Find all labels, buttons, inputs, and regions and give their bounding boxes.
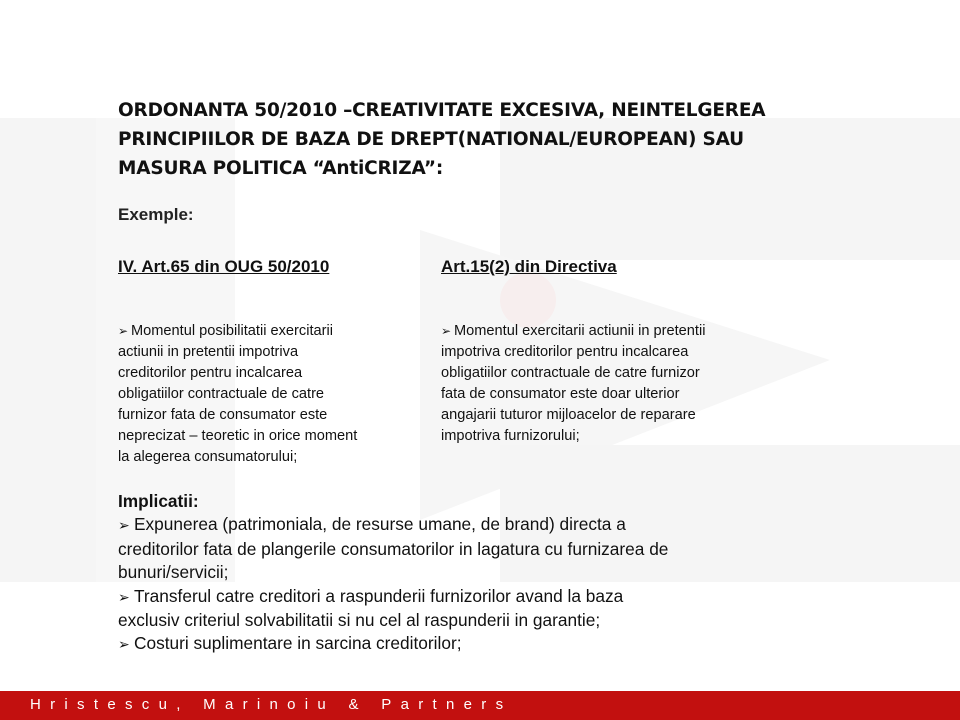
list-item-continuation: impotriva furnizorului; bbox=[441, 428, 580, 444]
column-body-oug bbox=[118, 321, 433, 468]
list-item bbox=[118, 585, 668, 609]
list-item-continuation: neprecizat – teoretic in orice moment bbox=[118, 428, 358, 444]
list-item-text: Expunerea (patrimoniala, de resurse umane, de brand) directa a bbox=[134, 514, 626, 535]
title-line: MASURA POLITICA “AntiCRIZA”: bbox=[118, 158, 444, 179]
arrow-bullet-icon: ➢ bbox=[441, 324, 452, 338]
list-item-text: Transferul catre creditori a raspunderii furnizorilor avand la baza bbox=[134, 585, 624, 606]
examples-label: Exemple: bbox=[118, 205, 194, 224]
list-item-continuation: la alegerea consumatorului; bbox=[118, 449, 298, 465]
list-item-continuation: bunuri/servicii; bbox=[118, 562, 229, 583]
column-header-directiva: Art.15(2) din Directiva bbox=[441, 257, 617, 276]
implications-label: Implicatii: bbox=[118, 491, 199, 511]
list-item-continuation: actiunii in pretentii impotriva bbox=[118, 344, 299, 360]
list-item-continuation: angajarii tuturor mijloacelor de reparare bbox=[441, 407, 696, 423]
title-line: ORDONANTA 50/2010 –CREATIVITATE EXCESIVA, NEINTELGEREA bbox=[118, 100, 766, 121]
footer-bar bbox=[0, 691, 960, 720]
list-item-text: Costuri suplimentare in sarcina creditorilor; bbox=[134, 633, 462, 654]
implications-section bbox=[118, 490, 668, 657]
list-item-continuation: furnizor fata de consumator este bbox=[118, 407, 328, 423]
arrow-bullet-icon: ➢ bbox=[118, 517, 130, 534]
slide-title bbox=[118, 96, 838, 183]
list-item bbox=[118, 632, 668, 656]
list-item-continuation: obligatiilor contractuale de catre bbox=[118, 386, 325, 402]
footer-firm-name: Hristescu, Marinoiu & Partners bbox=[30, 696, 513, 713]
list-item-text: Momentul exercitarii actiunii in pretentii bbox=[454, 323, 706, 339]
list-item-text: Momentul posibilitatii exercitarii bbox=[131, 323, 333, 339]
list-item bbox=[118, 513, 668, 537]
column-header-oug: IV. Art.65 din OUG 50/2010 bbox=[118, 257, 330, 276]
list-item-continuation: impotriva creditorilor pentru incalcarea bbox=[441, 344, 689, 360]
column-body-directiva bbox=[441, 321, 791, 447]
list-item bbox=[118, 321, 433, 342]
arrow-bullet-icon: ➢ bbox=[118, 588, 130, 605]
list-item-continuation: exclusiv criteriul solvabilitatii si nu cel al raspunderii in garantie; bbox=[118, 610, 601, 631]
list-item-continuation: fata de consumator este doar ulterior bbox=[441, 386, 680, 402]
title-line: PRINCIPIILOR DE BAZA DE DREPT(NATIONAL/EUROPEAN) SAU bbox=[118, 129, 744, 150]
list-item-continuation: creditorilor pentru incalcarea bbox=[118, 365, 303, 381]
arrow-bullet-icon: ➢ bbox=[118, 324, 129, 338]
list-item bbox=[441, 321, 791, 342]
list-item-continuation: creditorilor fata de plangerile consumatorilor in lagatura cu furnizarea de bbox=[118, 538, 669, 559]
arrow-bullet-icon: ➢ bbox=[118, 636, 130, 653]
list-item-continuation: obligatiilor contractuale de catre furnizor bbox=[441, 365, 700, 381]
